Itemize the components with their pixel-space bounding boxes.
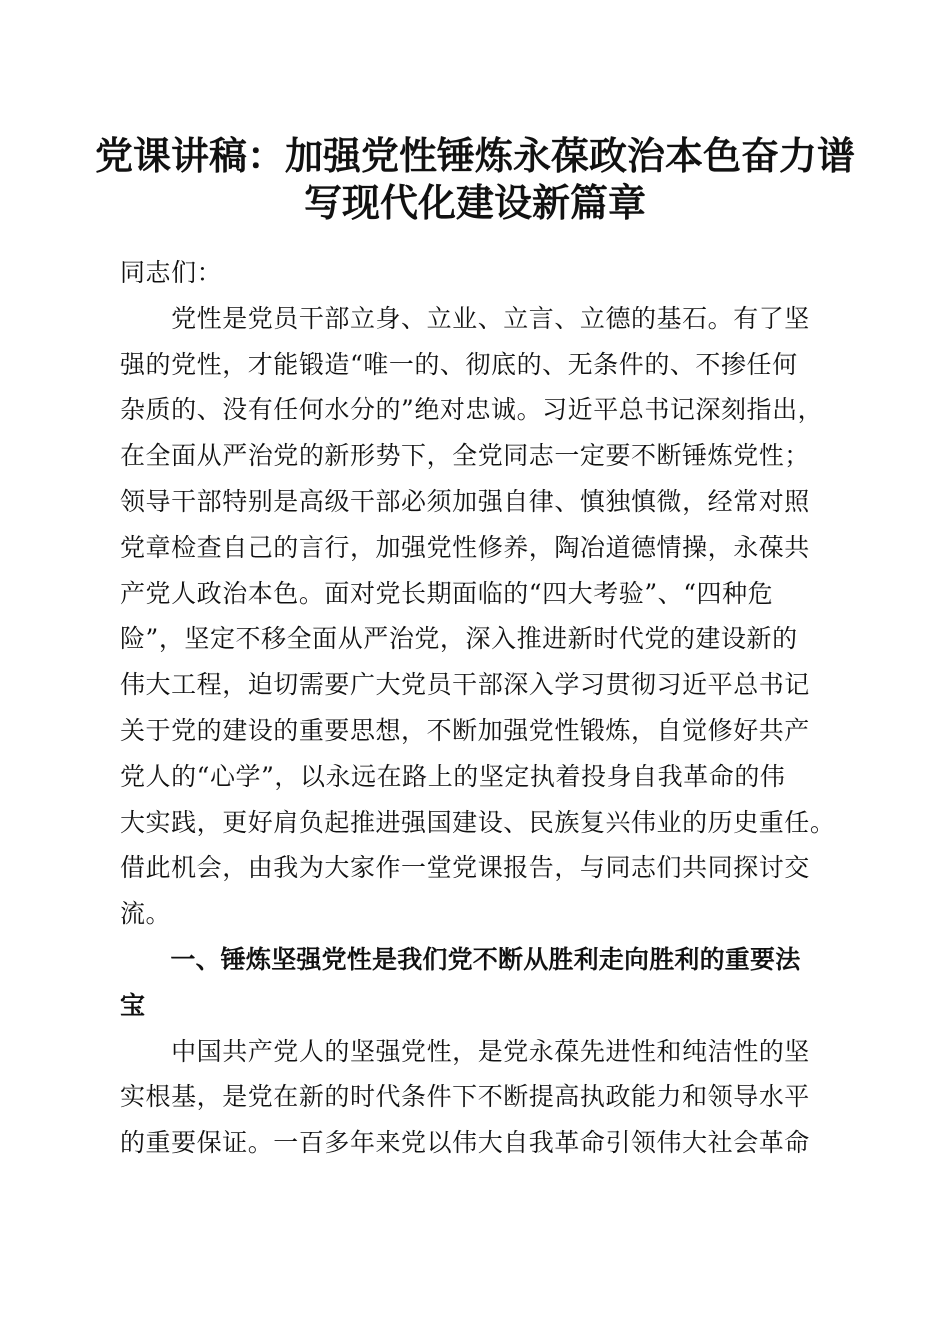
title-line-1: 党课讲稿：加强党性锤炼永葆政治本色奋力谱 xyxy=(94,133,855,178)
paragraph-line: 党章检查自己的言行，加强党性修养，陶冶道德情操，永葆共 xyxy=(120,532,810,562)
document-title xyxy=(80,132,870,226)
paragraph-line: 流。 xyxy=(120,899,172,929)
paragraph-line: 产党人政治本色。面对党长期面临的“四大考验”、“四种危 xyxy=(120,578,774,608)
paragraph-line: 险”，坚定不移全面从严治党，深入推进新时代党的建设新的 xyxy=(120,624,798,654)
paragraph-line: 党人的“心学”，以永远在路上的坚定执着投身自我革命的伟 xyxy=(120,761,786,791)
paragraph-line: 关于党的建设的重要思想，不断加强党性锻炼，自觉修好共产 xyxy=(120,715,810,745)
document-body xyxy=(120,250,836,1166)
paragraph-line: 领导干部特别是高级干部必须加强自律、慎独慎微，经常对照 xyxy=(120,486,810,516)
paragraph-line: 在全面从严治党的新形势下，全党同志一定要不断锤炼党性； xyxy=(120,441,810,471)
paragraph-1 xyxy=(120,296,836,937)
paragraph-line: 的重要保证。一百多年来党以伟大自我革命引领伟大社会革命 xyxy=(120,1128,810,1158)
paragraph-line: 党性是党员干部立身、立业、立言、立德的基石。有了坚 xyxy=(120,303,810,333)
paragraph-line: 借此机会，由我为大家作一堂党课报告，与同志们共同探讨交 xyxy=(120,853,810,883)
section-heading-line: 一、锤炼坚强党性是我们党不断从胜利走向胜利的重要法 xyxy=(120,944,801,974)
paragraph-line: 伟大工程，迫切需要广大党员干部深入学习贯彻习近平总书记 xyxy=(120,670,810,700)
paragraph-2 xyxy=(120,1029,832,1166)
section-heading-1 xyxy=(120,937,832,1029)
paragraph-line: 杂质的、没有任何水分的”绝对忠诚。习近平总书记深刻指出， xyxy=(120,395,824,425)
section-heading-line: 宝 xyxy=(120,990,146,1020)
paragraph-line: 强的党性，才能锻造“唯一的、彻底的、无条件的、不掺任何 xyxy=(120,349,798,379)
paragraph-line: 实根基，是党在新的时代条件下不断提高执政能力和领导水平 xyxy=(120,1082,810,1112)
paragraph-line: 大实践，更好肩负起推进强国建设、民族复兴伟业的历史重任。 xyxy=(120,807,836,837)
title-line-2: 写现代化建设新篇章 xyxy=(303,180,646,225)
paragraph-line: 中国共产党人的坚强党性，是党永葆先进性和纯洁性的坚 xyxy=(120,1036,810,1066)
salutation: 同志们： xyxy=(120,258,223,287)
